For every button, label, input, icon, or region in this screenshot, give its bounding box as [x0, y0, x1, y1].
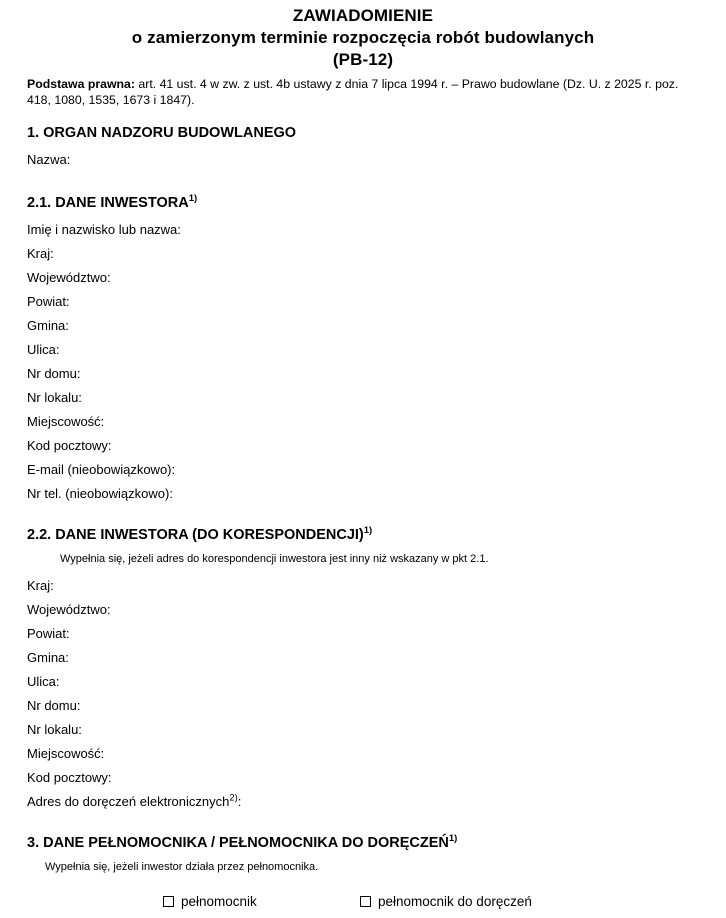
section-2-2-heading-text: 2.2. DANE INWESTORA (DO KORESPONDENCJI) [27, 527, 364, 543]
field-korespondencja-wojewodztwo [27, 602, 726, 626]
field-label: Adres do doręczeń elektronicznych [27, 794, 230, 809]
field-inwestor-ulica [27, 342, 726, 366]
field-label: Ulica: [27, 674, 60, 689]
section-2-1-heading [27, 194, 726, 212]
field-korespondencja-gmina [27, 650, 726, 674]
checkbox-box-icon[interactable] [163, 896, 174, 907]
section-2-2-note: Wypełnia się, jeżeli adres do korespondencji inwestora jest inny niż wskazany w pkt 2.1. [60, 553, 489, 565]
legal-basis [27, 77, 699, 108]
checkbox-pelnomocnik[interactable] [163, 894, 257, 909]
field-korespondencja-nr-domu [27, 698, 726, 722]
field-korespondencja-kod-pocztowy [27, 770, 726, 794]
section-2-2-heading-superscript: 1) [363, 525, 373, 537]
document-title-line-3: (PB-12) [332, 50, 394, 69]
field-inwestor-imie-nazwisko [27, 222, 726, 246]
field-label-suffix: : [237, 794, 242, 809]
pelnomocnik-checkbox-row [27, 894, 726, 918]
section-3-note: Wypełnia się, jeżeli inwestor działa przez pełnomocnika. [45, 861, 319, 873]
field-korespondencja-kraj [27, 578, 726, 602]
field-label: Miejscowość: [27, 746, 105, 761]
field-inwestor-nr-tel [27, 486, 726, 510]
field-label: Nr tel. (nieobowiązkowo): [27, 486, 173, 501]
field-label: Województwo: [27, 602, 111, 617]
section-2-2-heading [27, 526, 726, 544]
field-label: Kod pocztowy: [27, 438, 112, 453]
field-label: Powiat: [27, 294, 70, 309]
document-title-line-2: o zamierzonym terminie rozpoczęcia robót budowlanych [131, 28, 595, 47]
field-inwestor-powiat [27, 294, 726, 318]
field-label: Kraj: [27, 578, 54, 593]
field-inwestor-nr-domu [27, 366, 726, 390]
section-2-1-heading-superscript: 1) [188, 193, 198, 205]
field-inwestor-kod-pocztowy [27, 438, 726, 462]
checkbox-pelnomocnik-do-doreczen-label: pełnomocnik do doręczeń [378, 894, 532, 909]
legal-basis-text: art. 41 ust. 4 w zw. z ust. 4b ustawy z dnia 7 lipca 1994 r. – Prawo budowlane (Dz. U. z 2025 r. poz. 418, 1080, 1535, 1673 i 1847). [27, 77, 679, 107]
field-inwestor-miejscowosc [27, 414, 726, 438]
field-organ-nazwa-label: Nazwa: [27, 152, 71, 167]
field-inwestor-kraj [27, 246, 726, 270]
checkbox-pelnomocnik-do-doreczen[interactable] [360, 894, 532, 909]
field-label: Powiat: [27, 626, 70, 641]
field-label: Ulica: [27, 342, 60, 357]
section-3-heading-superscript: 1) [448, 833, 458, 845]
field-label: Imię i nazwisko lub nazwa: [27, 222, 181, 237]
document-title-line-1: ZAWIADOMIENIE [292, 6, 434, 25]
field-label: Nr lokalu: [27, 722, 82, 737]
section-2-1-heading-text: 2.1. DANE INWESTORA [27, 195, 189, 211]
field-label: E-mail (nieobowiązkowo): [27, 462, 176, 477]
field-inwestor-wojewodztwo [27, 270, 726, 294]
field-label: Miejscowość: [27, 414, 105, 429]
field-korespondencja-miejscowosc [27, 746, 726, 770]
field-korespondencja-powiat [27, 626, 726, 650]
field-korespondencja-adres-elektroniczny [27, 794, 726, 818]
field-label: Gmina: [27, 650, 69, 665]
field-korespondencja-ulica [27, 674, 726, 698]
field-label: Województwo: [27, 270, 111, 285]
field-label: Gmina: [27, 318, 69, 333]
field-label-superscript: 2) [229, 792, 238, 804]
field-inwestor-nr-lokalu [27, 390, 726, 414]
field-label: Nr lokalu: [27, 390, 82, 405]
field-inwestor-gmina [27, 318, 726, 342]
field-organ-nazwa [27, 152, 726, 176]
field-label: Kraj: [27, 246, 54, 261]
field-label: Kod pocztowy: [27, 770, 112, 785]
field-inwestor-email [27, 462, 726, 486]
checkbox-box-icon[interactable] [360, 896, 371, 907]
legal-basis-label: Podstawa prawna: [27, 77, 135, 91]
field-korespondencja-nr-lokalu [27, 722, 726, 746]
field-label: Nr domu: [27, 366, 81, 381]
document-title-block [0, 0, 726, 71]
section-1-heading: 1. ORGAN NADZORU BUDOWLANEGO [27, 125, 297, 141]
section-3-heading-text: 3. DANE PEŁNOMOCNIKA / PEŁNOMOCNIKA DO DORĘCZEŃ [27, 835, 449, 851]
section-3-heading [27, 834, 726, 852]
field-label: Nr domu: [27, 698, 81, 713]
checkbox-pelnomocnik-label: pełnomocnik [181, 894, 257, 909]
